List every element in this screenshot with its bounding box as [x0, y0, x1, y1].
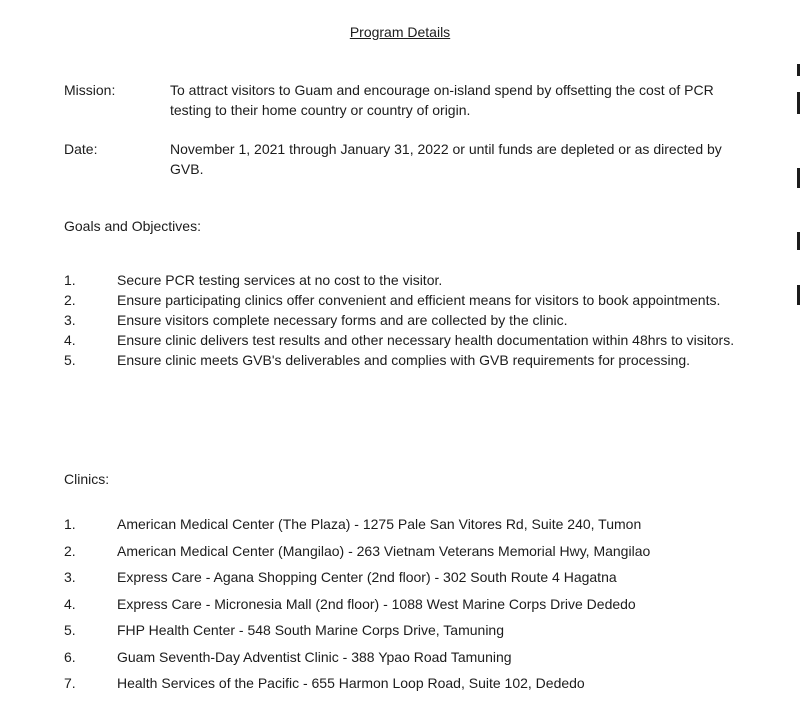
mission-text: To attract visitors to Guam and encourage on-island spend by offsetting the cost of PCR testing to their home country or country of origin. — [170, 82, 714, 118]
page-title: Program Details — [349, 24, 451, 40]
goal-text: Ensure clinic delivers test results and other necessary health documentation within 48hrs to visitors. — [117, 332, 735, 348]
goal-text: Ensure clinic meets GVB's deliverables and complies with GVB requirements for processing. — [117, 352, 691, 368]
date-text: November 1, 2021 through January 31, 2022 or until funds are depleted or as directed by GVB. — [170, 141, 722, 177]
clinic-text: American Medical Center (The Plaza) - 1275 Pale San Vitores Rd, Suite 240, Tumon — [117, 516, 642, 532]
goal-text: Ensure visitors complete necessary forms and are collected by the clinic. — [117, 312, 568, 328]
mission-label: Mission: — [64, 82, 116, 98]
clinic-number: 4. — [64, 595, 76, 612]
clinic-number: 1. — [64, 516, 76, 532]
date-field — [64, 139, 754, 179]
goals-list — [64, 270, 764, 370]
clinics-list — [64, 514, 764, 700]
clinics-heading: Clinics: — [64, 471, 110, 487]
clinic-item — [64, 647, 764, 674]
goal-number: 2. — [64, 292, 76, 308]
goal-text: Secure PCR testing services at no cost to the visitor. — [117, 272, 443, 288]
goals-heading: Goals and Objectives: — [64, 218, 201, 234]
clinic-item — [64, 567, 764, 594]
clinic-item — [64, 541, 764, 568]
clinic-item — [64, 514, 764, 541]
goal-number: 5. — [64, 352, 76, 368]
clinic-item — [64, 594, 764, 621]
clinic-text: Guam Seventh-Day Adventist Clinic - 388 Ypao Road Tamuning — [117, 648, 512, 665]
goal-item — [64, 290, 764, 310]
goal-text: Ensure participating clinics offer convenient and efficient means for visitors to book appointments. — [117, 292, 721, 308]
clinic-text: Express Care - Agana Shopping Center (2nd floor) - 302 South Route 4 Hagatna — [117, 569, 617, 585]
goal-number: 4. — [64, 332, 76, 348]
clinic-number: 3. — [64, 569, 76, 585]
goal-item — [64, 270, 764, 290]
clinic-text: Express Care - Micronesia Mall (2nd floor) - 1088 West Marine Corps Drive Dededo — [117, 595, 636, 612]
clinic-number: 6. — [64, 648, 76, 665]
clinic-text: Health Services of the Pacific - 655 Harmon Loop Road, Suite 102, Dededo — [117, 675, 585, 691]
clinic-text: FHP Health Center - 548 South Marine Corps Drive, Tamuning — [117, 622, 504, 638]
clinic-number: 7. — [64, 675, 76, 691]
clinic-text: American Medical Center (Mangilao) - 263 Vietnam Veterans Memorial Hwy, Mangilao — [117, 542, 651, 559]
clinic-item — [64, 673, 764, 700]
date-label: Date: — [64, 141, 98, 157]
goal-number: 1. — [64, 272, 76, 288]
clinic-number: 5. — [64, 622, 76, 638]
clinic-number: 2. — [64, 542, 76, 559]
goal-item — [64, 310, 764, 330]
clinic-item — [64, 620, 764, 647]
goal-number: 3. — [64, 312, 76, 328]
mission-field — [64, 80, 754, 120]
goal-item — [64, 350, 764, 370]
goal-item — [64, 330, 764, 350]
